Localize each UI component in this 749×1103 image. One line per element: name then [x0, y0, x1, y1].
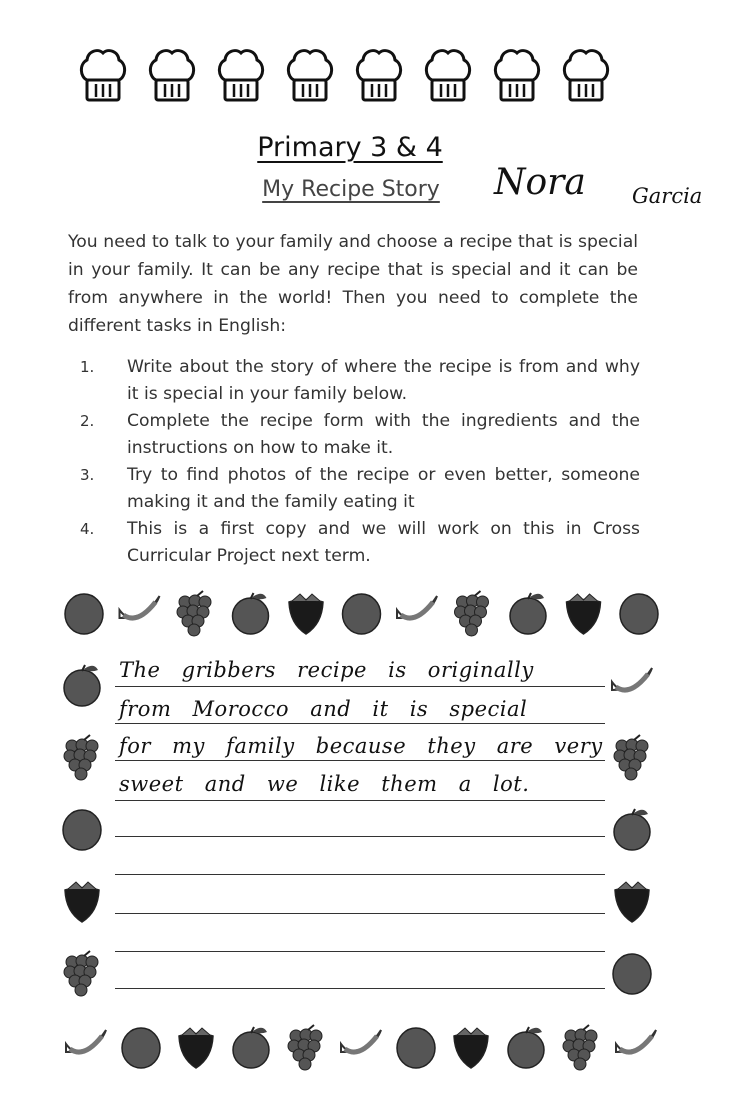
story-line: sweet and we like them a lot.	[119, 772, 530, 796]
strawberry-icon	[567, 594, 601, 634]
task-number: 4.	[80, 520, 95, 538]
plum-icon	[122, 1028, 160, 1068]
plum-icon	[65, 594, 103, 634]
writing-line	[115, 686, 605, 687]
banana-icon	[397, 596, 437, 618]
task-text: This is a first copy and we will work on this in Cross Curricular Project next term.	[127, 519, 640, 566]
writing-line	[115, 836, 605, 837]
story-line: The gribbers recipe is originally	[119, 658, 534, 682]
student-first-name: Nora	[494, 162, 586, 203]
strawberry-icon	[454, 1028, 488, 1068]
grapes-icon	[64, 735, 98, 780]
writing-line	[115, 874, 605, 875]
grapes-icon	[64, 951, 98, 996]
task-number: 3.	[80, 466, 95, 484]
story-line: for my family because they are very	[119, 734, 603, 758]
writing-line	[115, 951, 605, 952]
strawberry-icon	[65, 882, 99, 922]
grapes-icon	[563, 1025, 597, 1070]
apple-icon	[510, 593, 546, 634]
page-subtitle: My Recipe Story	[262, 177, 440, 202]
strawberry-icon	[179, 1028, 213, 1068]
task-number: 1.	[80, 358, 95, 376]
grapes-icon	[614, 735, 648, 780]
banana-icon	[66, 1030, 106, 1052]
page-title: Primary 3 & 4	[257, 132, 443, 163]
task-text: Write about the story of where the recipe is from and why it is special in your family below.	[127, 357, 640, 404]
task-text: Complete the recipe form with the ingredients and the instructions on how to make it.	[127, 411, 640, 458]
plum-icon	[620, 594, 658, 634]
story-line: from Morocco and it is special	[119, 697, 528, 721]
student-last-name: Garcia	[632, 184, 703, 208]
grapes-icon	[288, 1025, 322, 1070]
grapes-icon	[455, 591, 489, 636]
writing-line	[115, 723, 605, 724]
task-text: Try to find photos of the recipe or even better, someone making it and the family eating it	[127, 465, 640, 512]
banana-icon	[616, 1030, 656, 1052]
instructions-paragraph: You need to talk to your family and choose a recipe that is special in your family. It can be any recipe that is special and it can be from anywhere in the world! Then you need to complete the different tasks in English:	[68, 232, 638, 336]
banana-icon	[341, 1030, 381, 1052]
story-writing-area	[115, 648, 605, 1008]
strawberry-icon	[289, 594, 323, 634]
writing-line	[115, 800, 605, 801]
task-number: 2.	[80, 412, 95, 430]
apple-icon	[614, 809, 650, 850]
strawberry-icon	[615, 882, 649, 922]
apple-icon	[233, 593, 269, 634]
writing-line	[115, 913, 605, 914]
apple-icon	[233, 1027, 269, 1068]
writing-line	[115, 988, 605, 989]
banana-icon	[120, 596, 160, 618]
apple-icon	[508, 1027, 544, 1068]
plum-icon	[397, 1028, 435, 1068]
plum-icon	[343, 594, 381, 634]
writing-line	[115, 760, 605, 761]
grapes-icon	[177, 591, 211, 636]
plum-icon	[63, 810, 101, 850]
banana-icon	[612, 668, 652, 690]
plum-icon	[613, 954, 651, 994]
apple-icon	[64, 665, 100, 706]
